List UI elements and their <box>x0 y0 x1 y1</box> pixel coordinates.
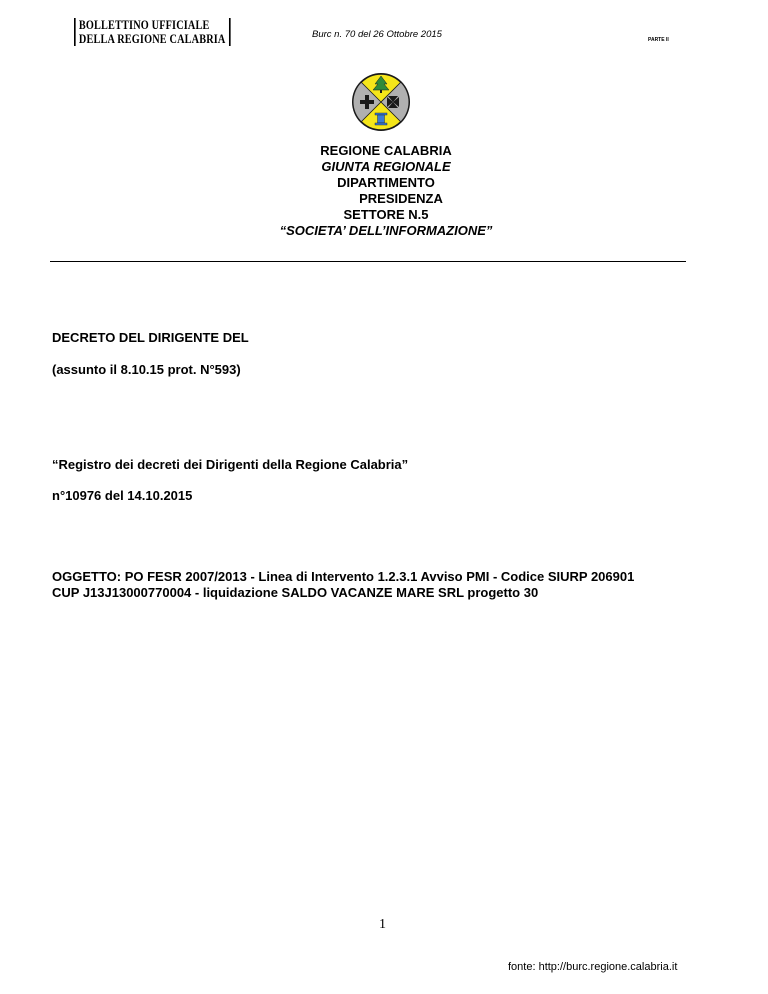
presidency-name: PRESIDENZA <box>359 191 443 206</box>
bulletin-masthead <box>74 18 230 46</box>
decree-subject <box>52 569 714 601</box>
decree-title: DECRETO DEL DIRIGENTE DEL <box>52 330 249 345</box>
masthead-line-1: BOLLETTINO UFFICIALE <box>78 18 210 32</box>
sector-name: “SOCIETA’ DELL’INFORMAZIONE” <box>279 223 493 238</box>
region-name: REGIONE CALABRIA <box>320 143 452 158</box>
sector-number: SETTORE N.5 <box>343 207 429 222</box>
burc-reference: Burc n. 70 del 26 Ottobre 2015 <box>312 29 442 40</box>
decree-registry: “Registro dei decreti dei Dirigenti della Regione Calabria” <box>52 457 409 472</box>
issuer-header <box>236 143 536 239</box>
section-label: PARTE II <box>648 37 669 43</box>
decree-assumed: (assunto il 8.10.15 prot. N°593) <box>52 362 241 377</box>
header-divider <box>50 261 686 262</box>
department-name: DIPARTIMENTO <box>337 175 435 190</box>
decree-number: n°10976 del 14.10.2015 <box>52 488 193 503</box>
masthead-line-2: DELLA REGIONE CALABRIA <box>78 32 226 46</box>
regione-calabria-emblem <box>351 71 411 133</box>
giunta-name: GIUNTA REGIONALE <box>321 159 451 174</box>
page-number: 1 <box>379 917 386 932</box>
subject-line-2: CUP J13J13000770004 - liquidazione SALDO VACANZE MARE SRL progetto 30 <box>52 585 539 600</box>
subject-line-1: OGGETTO: PO FESR 2007/2013 - Linea di Intervento 1.2.3.1 Avviso PMI - Codice SIURP 206901 <box>52 569 635 584</box>
source-footer: fonte: http://burc.regione.calabria.it <box>508 961 678 973</box>
